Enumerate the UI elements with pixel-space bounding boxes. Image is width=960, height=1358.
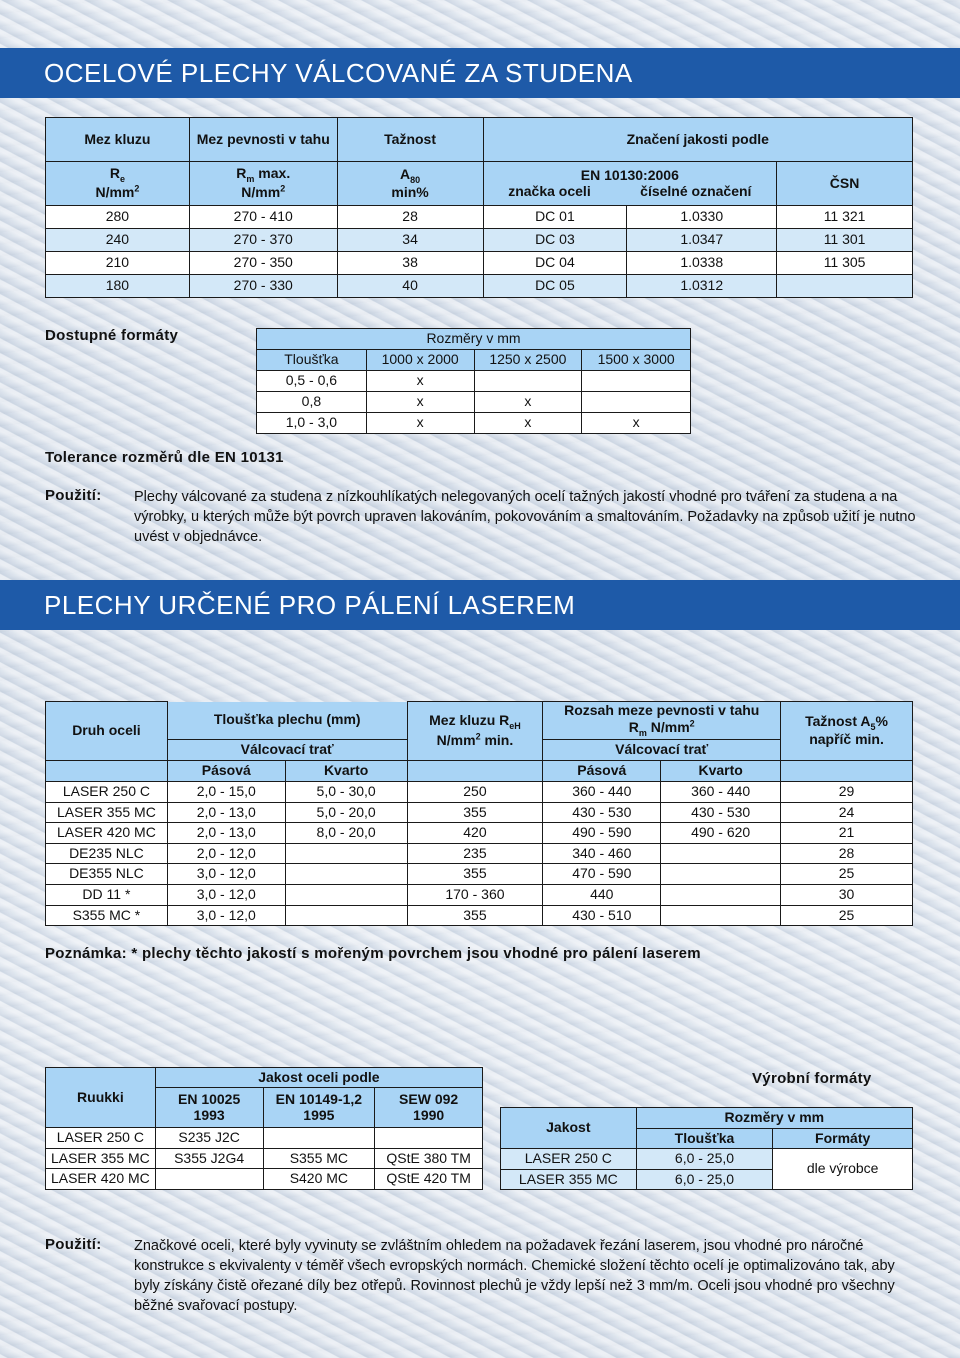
formats-col-header-row xyxy=(257,350,691,371)
table-cell: LASER 355 MC xyxy=(46,802,168,823)
table-cell: QStE 380 TM xyxy=(375,1148,483,1169)
table-cell: 270 - 330 xyxy=(189,275,337,298)
h-kvarto-2: Kvarto xyxy=(661,761,781,782)
table-cell xyxy=(582,371,691,392)
table-cell: 430 - 530 xyxy=(543,802,661,823)
h-valcovaci-1: Válcovací trať xyxy=(167,740,407,761)
table-cell: 40 xyxy=(337,275,483,298)
table-cell: DE235 NLC xyxy=(46,843,168,864)
formats-label: Dostupné formáty xyxy=(45,327,179,344)
table-cell xyxy=(375,1128,483,1149)
table-cell xyxy=(285,905,407,926)
h-tloustka: Tloušťka plechu (mm) xyxy=(167,702,407,740)
table-cell: 5,0 - 20,0 xyxy=(285,802,407,823)
usage-label-2: Použití: xyxy=(45,1236,102,1253)
table-cell: 0,8 xyxy=(257,392,367,413)
table-cell: 3,0 - 12,0 xyxy=(167,884,285,905)
h-mez-kluzu: Mez kluzu xyxy=(46,118,190,162)
table-cell: QStE 420 TM xyxy=(375,1169,483,1190)
h-druh: Druh oceli xyxy=(46,702,168,761)
formats-header: Rozměry v mm xyxy=(257,329,691,350)
table-cell: 28 xyxy=(337,206,483,229)
table-cell: 1.0330 xyxy=(627,206,777,229)
table-cell: 38 xyxy=(337,252,483,275)
table-cell: 430 - 530 xyxy=(661,802,781,823)
table-cell: 1.0338 xyxy=(627,252,777,275)
table-cell: 24 xyxy=(781,802,913,823)
table-cell: S355 J2G4 xyxy=(155,1148,263,1169)
h-taznost: Tažnost xyxy=(337,118,483,162)
table-cell: 25 xyxy=(781,905,913,926)
table-cell: 430 - 510 xyxy=(543,905,661,926)
table-cell: 355 xyxy=(407,802,543,823)
h-valcovaci-2: Válcovací trať xyxy=(543,740,781,761)
table-cell xyxy=(777,275,913,298)
table-cell: LASER 420 MC xyxy=(46,823,168,844)
laser-table xyxy=(45,701,913,926)
table-cell: 28 xyxy=(781,843,913,864)
table-row xyxy=(46,905,913,926)
table-cell: LASER 355 MC xyxy=(46,1148,156,1169)
table-cell: x xyxy=(366,392,474,413)
section2-title-band xyxy=(0,580,960,630)
h-prod-formaty: Formáty xyxy=(773,1129,913,1149)
table-row xyxy=(46,229,913,252)
table-row xyxy=(501,1149,913,1170)
table-cell: 25 xyxy=(781,864,913,885)
table-row xyxy=(46,884,913,905)
table-cell xyxy=(285,843,407,864)
table-cell xyxy=(155,1169,263,1190)
table-row xyxy=(46,782,913,803)
table-cell: LASER 420 MC xyxy=(46,1169,156,1190)
formats-table xyxy=(256,328,691,434)
h-mez-pevnosti: Mez pevnosti v tahu xyxy=(189,118,337,162)
h-prod-tloustka: Tloušťka xyxy=(636,1129,773,1149)
table-cell: 170 - 360 xyxy=(407,884,543,905)
h-pasova-2: Pásová xyxy=(543,761,661,782)
table-cell: x xyxy=(474,392,582,413)
table-row xyxy=(46,1128,483,1149)
table-cell: 34 xyxy=(337,229,483,252)
table-row xyxy=(46,1148,483,1169)
table-cell: 29 xyxy=(781,782,913,803)
h-pasova-1: Pásová xyxy=(167,761,285,782)
table-cell xyxy=(661,905,781,926)
table-cell: 210 xyxy=(46,252,190,275)
table-cell xyxy=(263,1128,375,1149)
table-cell: 2,0 - 13,0 xyxy=(167,823,285,844)
table-row xyxy=(257,371,691,392)
section2-title: PLECHY URČENÉ PRO PÁLENÍ LASEREM xyxy=(44,589,576,620)
table-cell: 5,0 - 30,0 xyxy=(285,782,407,803)
h-empty xyxy=(46,761,168,782)
section1-title-band xyxy=(0,48,960,98)
h-mez-kluzu-reh: Mez kluzu $R_{eH}$ $N/mm^2$ min. xyxy=(407,702,543,761)
h-en10130: EN 10130:2006 značka oceli číselné označení xyxy=(483,162,777,206)
table-cell: 270 - 350 xyxy=(189,252,337,275)
table-cell: S355 MC xyxy=(263,1148,375,1169)
usage-label-1: Použití: xyxy=(45,487,102,504)
table-cell: 360 - 440 xyxy=(661,782,781,803)
table-cell xyxy=(661,843,781,864)
table-cell: 1.0347 xyxy=(627,229,777,252)
dle-vyrobce-cell: dle výrobce xyxy=(773,1149,913,1190)
table-cell: 30 xyxy=(781,884,913,905)
table-cell: DC 03 xyxy=(483,229,627,252)
h-a80: $A_{80}$ min% xyxy=(337,162,483,206)
table-cell: x xyxy=(582,413,691,434)
tolerance-label: Tolerance rozměrů dle EN 10131 xyxy=(45,449,284,466)
table-cell: 355 xyxy=(407,905,543,926)
h-rozsah: Rozsah meze pevnosti v tahu $R_m$ $N/mm^2$ xyxy=(543,702,781,740)
table-cell: LASER 250 C xyxy=(501,1149,637,1170)
h-znaceni: Značení jakosti podle xyxy=(483,118,913,162)
formats-col-header: 1250 x 2500 xyxy=(474,350,582,371)
table-cell: 2,0 - 15,0 xyxy=(167,782,285,803)
table-cell: S355 MC * xyxy=(46,905,168,926)
table-cell: LASER 355 MC xyxy=(501,1169,637,1190)
h-re: $R_e$ $N/mm^2$ xyxy=(46,162,190,206)
table-cell: DC 04 xyxy=(483,252,627,275)
table-cell: 235 xyxy=(407,843,543,864)
table-cell: 11 301 xyxy=(777,229,913,252)
production-title: Výrobní formáty xyxy=(752,1070,872,1087)
table-cell: 21 xyxy=(781,823,913,844)
table-cell: DE355 NLC xyxy=(46,864,168,885)
table-cell xyxy=(285,884,407,905)
cold-rolled-table xyxy=(45,117,913,298)
laser-note: Poznámka: * plechy těchto jakostí s mořeným povrchem jsou vhodné pro pálení laserem xyxy=(45,945,701,962)
table-cell xyxy=(474,371,582,392)
formats-col-header: 1000 x 2000 xyxy=(366,350,474,371)
table-row xyxy=(46,802,913,823)
table-cell: 8,0 - 20,0 xyxy=(285,823,407,844)
table-cell: 11 321 xyxy=(777,206,913,229)
table-cell: DD 11 * xyxy=(46,884,168,905)
quality-table xyxy=(45,1067,483,1190)
table-cell: 180 xyxy=(46,275,190,298)
formats-col-header: 1500 x 3000 xyxy=(582,350,691,371)
section1-title: OCELOVÉ PLECHY VÁLCOVANÉ ZA STUDENA xyxy=(44,57,633,88)
table-cell: LASER 250 C xyxy=(46,1128,156,1149)
table-cell: 3,0 - 12,0 xyxy=(167,864,285,885)
production-table xyxy=(500,1107,913,1190)
table-cell: x xyxy=(474,413,582,434)
table-cell: 355 xyxy=(407,864,543,885)
table-row xyxy=(46,206,913,229)
table-cell xyxy=(661,884,781,905)
table-cell xyxy=(582,392,691,413)
table-cell: LASER 250 C xyxy=(46,782,168,803)
h-jakost-podle: Jakost oceli podle xyxy=(155,1068,482,1088)
table-cell: S420 MC xyxy=(263,1169,375,1190)
table-cell: 440 xyxy=(543,884,661,905)
h-csn: ČSN xyxy=(777,162,913,206)
usage-text-2: Značkové oceli, které byly vyvinuty se zvláštním ohledem na požadavek řezání laserem, jsou vhodné pro náročné konstrukce s ekvivalenty v téměř všech evropských normách. Chemické složení těchto ocelí je optimalizováno tak, aby byly získány čistě ořezané díly bez otřepů. Rovinnost plechů je vždy lepší než 3 mm/m. Oceli jsou vhodné pro všechny běžné svařovací postupy. xyxy=(134,1238,895,1314)
table-cell: DC 01 xyxy=(483,206,627,229)
table-cell: 2,0 - 13,0 xyxy=(167,802,285,823)
table-cell: 490 - 620 xyxy=(661,823,781,844)
table-cell: DC 05 xyxy=(483,275,627,298)
usage-text-1: Plechy válcované za studena z nízkouhlíkatých nelegovaných ocelí tažných jakostí vhodné pro tváření za studena a na výrobky, u kterých může být povrch upraven lakováním, pokovováním a smaltováním. Požadavky na způsob užití je nutno uvést v objednávce. xyxy=(134,489,916,545)
table-row xyxy=(257,392,691,413)
table-cell: 11 305 xyxy=(777,252,913,275)
table-cell: 3,0 - 12,0 xyxy=(167,905,285,926)
table-row xyxy=(46,252,913,275)
h-rm: $R_m$ max. $N/mm^2$ xyxy=(189,162,337,206)
h-prod-rozmery: Rozměry v mm xyxy=(636,1108,912,1129)
table-cell: 2,0 - 12,0 xyxy=(167,843,285,864)
table-cell: 280 xyxy=(46,206,190,229)
table-row xyxy=(46,1169,483,1190)
formats-col-header: Tloušťka xyxy=(257,350,367,371)
h-en10025: EN 10025 1993 xyxy=(155,1088,263,1128)
h-sew092: SEW 092 1990 xyxy=(375,1088,483,1128)
h-ruukki: Ruukki xyxy=(46,1068,156,1128)
table-cell: S235 J2C xyxy=(155,1128,263,1149)
h-prod-jakost: Jakost xyxy=(501,1108,637,1149)
table-cell: 250 xyxy=(407,782,543,803)
h-taznost-a5: Tažnost $A_5\%$ napříč min. xyxy=(781,702,913,761)
table-cell: 240 xyxy=(46,229,190,252)
table-cell: 270 - 410 xyxy=(189,206,337,229)
table-cell xyxy=(285,864,407,885)
table-cell: x xyxy=(366,413,474,434)
table-cell: 270 - 370 xyxy=(189,229,337,252)
h-empty-3 xyxy=(781,761,913,782)
table-cell: x xyxy=(366,371,474,392)
table-cell: 1.0312 xyxy=(627,275,777,298)
h-kvarto-1: Kvarto xyxy=(285,761,407,782)
table-cell: 490 - 590 xyxy=(543,823,661,844)
table-cell: 6,0 - 25,0 xyxy=(636,1169,773,1190)
h-en10149: EN 10149-1,2 1995 xyxy=(263,1088,375,1128)
table-cell: 1,0 - 3,0 xyxy=(257,413,367,434)
table-cell: 420 xyxy=(407,823,543,844)
table-row xyxy=(46,823,913,844)
table-row xyxy=(46,843,913,864)
table-row xyxy=(46,275,913,298)
table-cell: 360 - 440 xyxy=(543,782,661,803)
table-row xyxy=(257,413,691,434)
table-cell: 6,0 - 25,0 xyxy=(636,1149,773,1170)
table-row xyxy=(46,864,913,885)
h-empty-2 xyxy=(407,761,543,782)
table-cell: 340 - 460 xyxy=(543,843,661,864)
table-cell xyxy=(661,864,781,885)
table-cell: 0,5 - 0,6 xyxy=(257,371,367,392)
table-cell: 470 - 590 xyxy=(543,864,661,885)
